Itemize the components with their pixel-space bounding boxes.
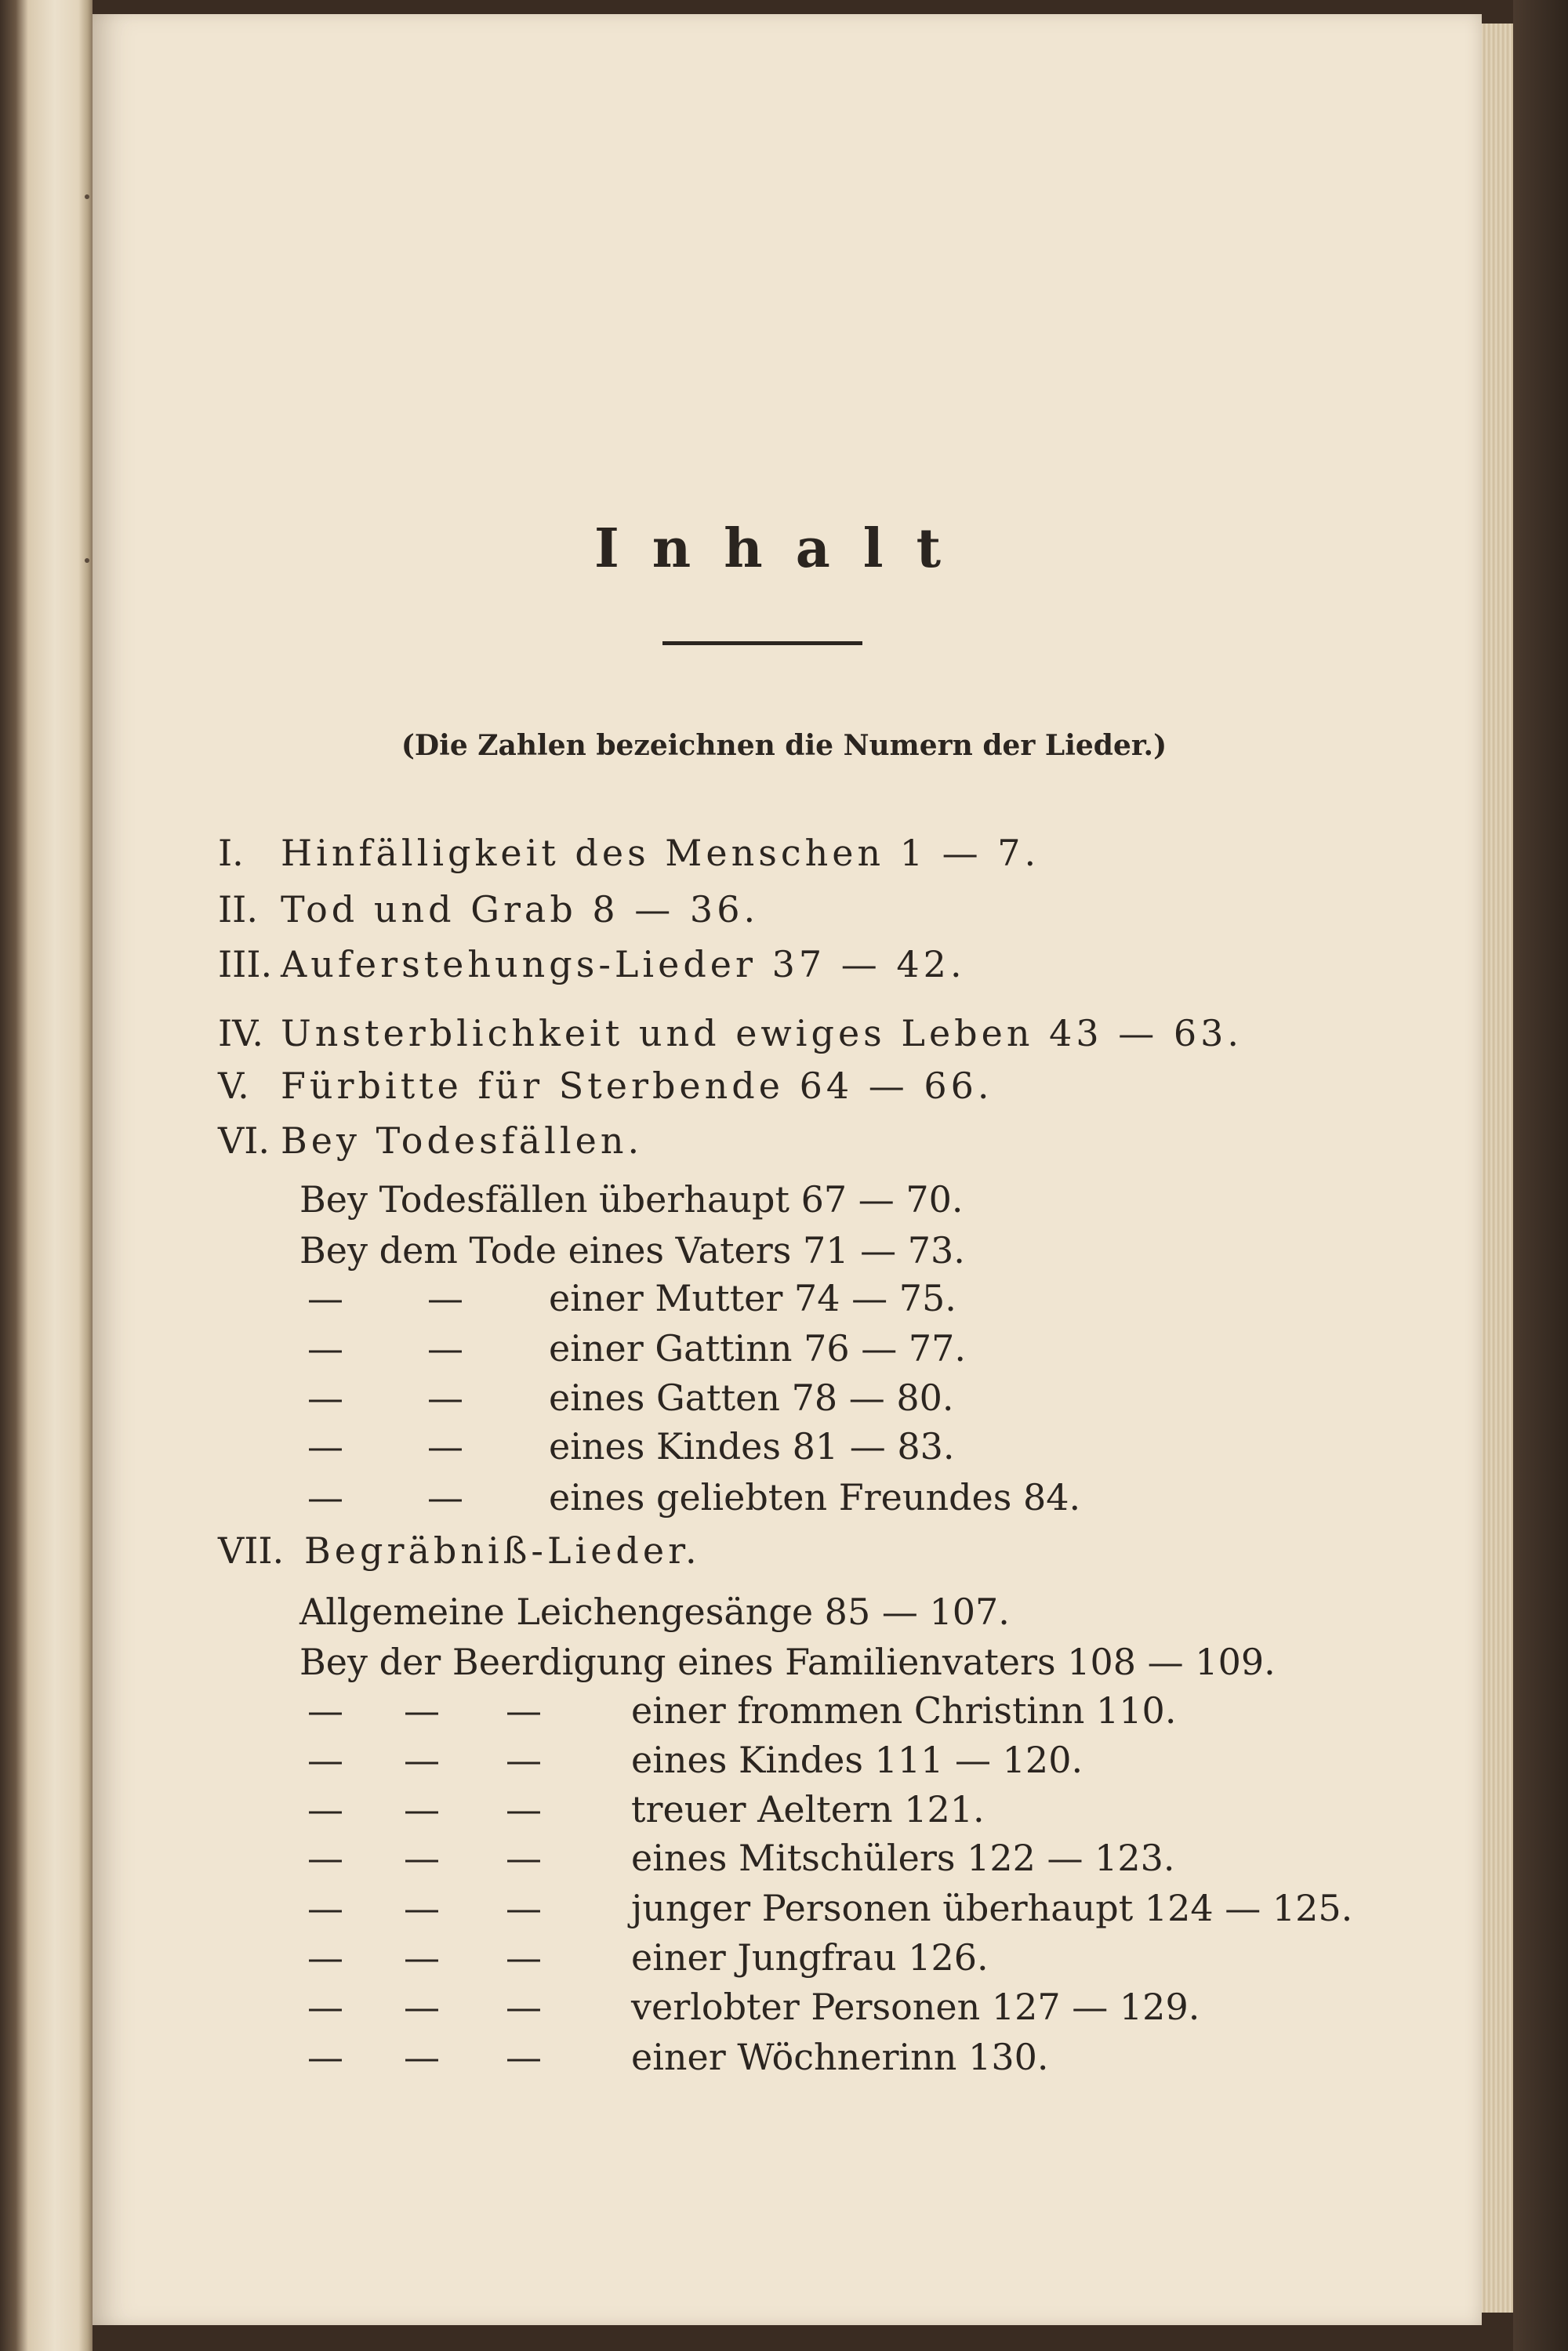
section-number: VI. bbox=[218, 1119, 270, 1162]
section-text: Bey Todesfällen. bbox=[281, 1119, 644, 1162]
toc-entry: Bey Todesfällen überhaupt 67 — 70. bbox=[299, 1178, 964, 1221]
ditto-mark: — bbox=[307, 1689, 343, 1732]
toc-entry: treuer Aeltern 121. bbox=[631, 1788, 985, 1830]
toc-entry: verlobter Personen 127 — 129. bbox=[631, 1986, 1200, 2028]
section-number: I. bbox=[218, 832, 244, 874]
toc-entry: Allgemeine Leichengesänge 85 — 107. bbox=[299, 1591, 1010, 1633]
ditto-mark: — bbox=[506, 1986, 542, 2028]
section-text: Unsterblichkeit und ewiges Leben 43 — 63. bbox=[281, 1012, 1243, 1054]
ditto-mark: — bbox=[307, 1327, 343, 1370]
ditto-mark: — bbox=[307, 1277, 343, 1319]
toc-section bbox=[218, 941, 966, 988]
toc-entry: einer frommen Christinn 110. bbox=[631, 1689, 1177, 1732]
ditto-mark: — bbox=[427, 1277, 463, 1319]
toc-section bbox=[218, 1062, 993, 1109]
section-number: VII. bbox=[218, 1529, 285, 1572]
left-page-edge bbox=[0, 0, 93, 2351]
section-number: IV. bbox=[218, 1012, 263, 1054]
ditto-mark: — bbox=[307, 1837, 343, 1879]
ditto-mark: — bbox=[404, 1837, 440, 1879]
ditto-mark: — bbox=[506, 1689, 542, 1732]
section-number: III. bbox=[218, 943, 273, 985]
toc-entry: eines geliebten Freundes 84. bbox=[549, 1476, 1081, 1518]
page-subtitle: (Die Zahlen bezeichnen die Numern der Lieder.) bbox=[401, 729, 1167, 762]
book-cover-edge bbox=[1513, 0, 1568, 2351]
ditto-mark: — bbox=[404, 1788, 440, 1830]
ditto-mark: — bbox=[404, 1936, 440, 1979]
toc-entry: eines Kindes 81 — 83. bbox=[549, 1425, 955, 1468]
toc-section bbox=[218, 886, 759, 933]
ditto-mark: — bbox=[307, 2036, 343, 2078]
ditto-mark: — bbox=[307, 1887, 343, 1929]
toc-entry: eines Gatten 78 — 80. bbox=[549, 1377, 954, 1419]
ditto-mark: — bbox=[506, 1936, 542, 1979]
page-title: Inhalt bbox=[594, 517, 974, 580]
ditto-mark: — bbox=[404, 1986, 440, 2028]
ditto-mark: — bbox=[506, 1887, 542, 1929]
ditto-mark: — bbox=[427, 1425, 463, 1468]
ditto-mark: — bbox=[307, 1377, 343, 1419]
ditto-mark: — bbox=[307, 1936, 343, 1979]
ditto-mark: — bbox=[506, 2036, 542, 2078]
ditto-mark: — bbox=[427, 1377, 463, 1419]
toc-section bbox=[218, 1527, 701, 1574]
section-text: Fürbitte für Sterbende 64 — 66. bbox=[281, 1065, 993, 1107]
ditto-mark: — bbox=[404, 2036, 440, 2078]
title-rule bbox=[662, 641, 862, 645]
ditto-mark: — bbox=[307, 1788, 343, 1830]
ditto-mark: — bbox=[404, 1887, 440, 1929]
ditto-mark: — bbox=[506, 1788, 542, 1830]
toc-entry: einer Wöchnerinn 130. bbox=[631, 2036, 1049, 2078]
ditto-mark: — bbox=[404, 1689, 440, 1732]
ditto-mark: — bbox=[307, 1986, 343, 2028]
ditto-mark: — bbox=[307, 1476, 343, 1518]
section-text: Auferstehungs-Lieder 37 — 42. bbox=[281, 943, 966, 985]
toc-entry: junger Personen überhaupt 124 — 125. bbox=[631, 1887, 1353, 1929]
binding-mark bbox=[85, 194, 89, 199]
toc-entry: Bey der Beerdigung eines Familienvaters 108 — 109. bbox=[299, 1641, 1276, 1683]
toc-entry: einer Jungfrau 126. bbox=[631, 1936, 989, 1979]
toc-entry: einer Mutter 74 — 75. bbox=[549, 1277, 956, 1319]
ditto-mark: — bbox=[506, 1837, 542, 1879]
toc-section bbox=[218, 1117, 643, 1164]
toc-section bbox=[218, 1010, 1243, 1057]
section-text: Hinfälligkeit des Menschen 1 — 7. bbox=[281, 832, 1040, 874]
ditto-mark: — bbox=[307, 1425, 343, 1468]
section-text: Tod und Grab 8 — 36. bbox=[281, 888, 760, 931]
section-number: V. bbox=[218, 1065, 249, 1107]
ditto-mark: — bbox=[427, 1327, 463, 1370]
toc-section bbox=[218, 829, 1040, 876]
ditto-mark: — bbox=[404, 1739, 440, 1781]
toc-entry: eines Kindes 111 — 120. bbox=[631, 1739, 1083, 1781]
toc-entry: einer Gattinn 76 — 77. bbox=[549, 1327, 967, 1370]
ditto-mark: — bbox=[427, 1476, 463, 1518]
section-text: Begräbniß-Lieder. bbox=[304, 1529, 701, 1572]
toc-entry: Bey dem Tode eines Vaters 71 — 73. bbox=[299, 1229, 965, 1272]
section-number: II. bbox=[218, 888, 258, 931]
ditto-mark: — bbox=[506, 1739, 542, 1781]
toc-entry: eines Mitschülers 122 — 123. bbox=[631, 1837, 1175, 1879]
page-fore-edge bbox=[1482, 24, 1513, 2313]
ditto-mark: — bbox=[307, 1739, 343, 1781]
